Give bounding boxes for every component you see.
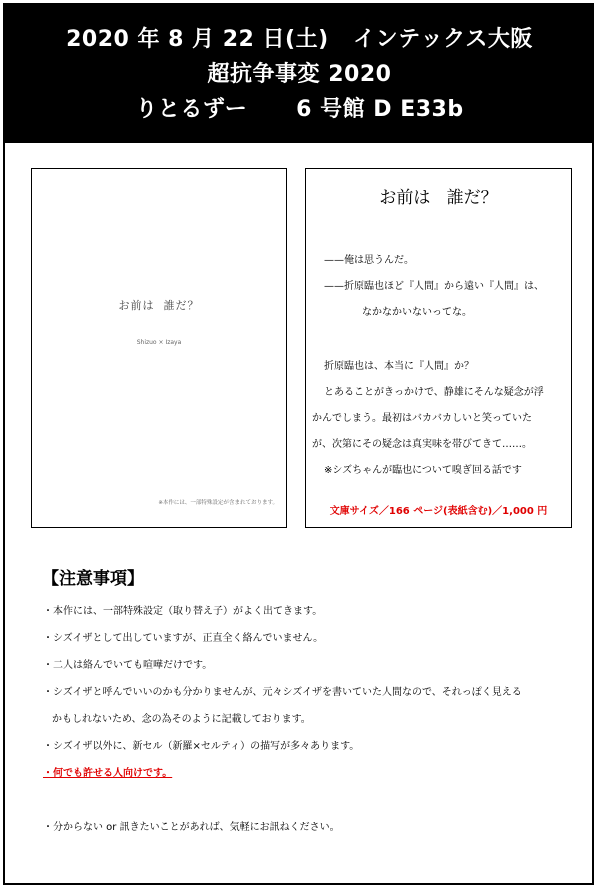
note-item-contact: ・分からない or 訊きたいことがあれば、気軽にお訊ねください。 xyxy=(43,822,340,833)
cover-couple: Shizuo × Izaya xyxy=(136,339,182,346)
synopsis-box xyxy=(305,168,572,528)
book-cover xyxy=(31,168,287,528)
event-date-venue: 2020 年 8 月 22 日(土) インテックス大阪 xyxy=(66,27,533,52)
synopsis-line: なかなかいないってな。 xyxy=(362,307,472,318)
synopsis-line: とあることがきっかけで、静雄にそんな疑念が浮 xyxy=(324,387,544,398)
synopsis-title: お前は 誰だ？ xyxy=(379,188,498,208)
note-item: ・本作には、一部特殊設定（取り替え子）がよく出てきます。 xyxy=(43,606,323,617)
cover-title: お前は 誰だ？ xyxy=(118,299,200,312)
cover-note: ※本作には、一部特殊設定が含まれております。 xyxy=(158,500,278,506)
synopsis-line: ——俺は思うんだ。 xyxy=(324,255,414,266)
note-item-warning: ・何でも許せる人向けです。 xyxy=(43,768,173,779)
note-item: かもしれないため、念の為そのように記載しております。 xyxy=(52,714,311,725)
event-header xyxy=(5,5,594,143)
price-info: 文庫サイズ／166 ページ(表紙含む)／1,000 円 xyxy=(329,506,548,517)
synopsis-line: が、次第にその疑念は真実味を帯びてきて……。 xyxy=(312,439,532,450)
synopsis-line: ——折原臨也ほど『人間』から遠い『人間』は、 xyxy=(324,281,544,292)
synopsis-line: かんでしまう。最初はバカバカしいと笑っていた xyxy=(312,413,532,424)
notes-heading: 【注意事項】 xyxy=(42,569,144,589)
event-name: 超抗争事変 2020 xyxy=(207,62,392,87)
circle-space: りとるずー 6 号館 D E33b xyxy=(135,97,464,122)
synopsis-line: ※シズちゃんが臨也について嗅ぎ回る話です xyxy=(324,465,522,476)
note-item: ・シズイザと呼んでいいのかも分かりませんが、元々シズイザを書いていた人間なので、それっぽく見える xyxy=(43,687,522,698)
synopsis-line: 折原臨也は、本当に『人間』か？ xyxy=(324,361,474,372)
note-item: ・二人は絡んでいても喧嘩だけです。 xyxy=(43,660,213,671)
note-item: ・シズイザとして出していますが、正直全く絡んでいません。 xyxy=(43,633,324,644)
note-item: ・シズイザ以外に、新セル（新羅×セルティ）の描写が多々あります。 xyxy=(43,741,360,752)
